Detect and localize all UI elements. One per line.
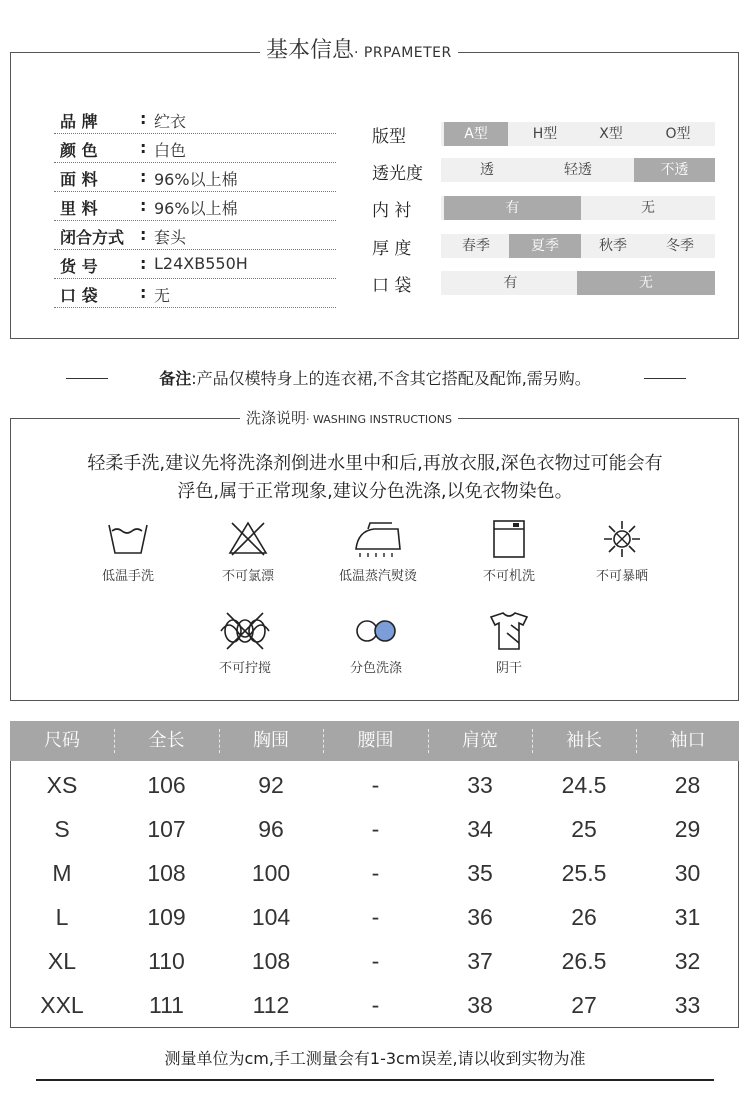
table-cell: 27: [571, 992, 597, 1018]
wash-item: [188, 519, 308, 584]
header-cell: 肩宽: [462, 730, 498, 751]
spec-key: 闭合方式: [60, 228, 125, 247]
wash-caption: 不可暴晒: [595, 569, 648, 584]
spec-key: 里 料: [60, 199, 98, 218]
wash-caption: 分色洗涤: [349, 661, 402, 676]
hand-wash-icon: [106, 519, 150, 559]
header-cell: 袖长: [566, 730, 602, 751]
spec-row: [54, 222, 336, 250]
spec-value: 96%以上棉: [154, 170, 238, 189]
table-cell: 33: [467, 772, 493, 798]
wash-item: [185, 611, 305, 676]
spec-row: [54, 135, 336, 163]
option-cell: 春季: [462, 238, 490, 254]
table-cell: 25.5: [561, 860, 607, 886]
table-cell: 30: [674, 860, 701, 886]
table-cell: 108: [251, 948, 291, 974]
table-cell: -: [371, 860, 380, 886]
measurement-note: 测量单位为cm,手工测量会有1-3cm误差,请以收到实物为准: [164, 1049, 586, 1068]
spec-sep: :: [140, 225, 147, 244]
spec-sep: :: [140, 138, 147, 157]
option-cell: 有: [444, 196, 581, 220]
spec-sep: :: [140, 167, 147, 186]
table-cell: 111: [149, 992, 184, 1018]
table-cell: -: [371, 992, 380, 1018]
wash-item: [449, 611, 569, 676]
spec-value: L24XB550H: [154, 254, 248, 273]
spec-row: [54, 280, 336, 308]
params-title: [260, 36, 458, 68]
no-sun-icon: [600, 519, 644, 559]
washing-subtitle: · WASHING INSTRUCTIONS: [306, 413, 452, 426]
table-cell: 96: [258, 816, 284, 842]
table-cell: M: [52, 860, 72, 886]
spec-row: [54, 106, 336, 134]
table-cell: 25: [571, 816, 597, 842]
table-cell: 108: [147, 860, 186, 886]
note-label: 备注: [159, 369, 192, 388]
table-cell: 92: [258, 772, 284, 798]
table-cell: 104: [251, 904, 291, 930]
option-cell: 透: [480, 162, 494, 178]
wash-caption: 不可拧搅: [218, 661, 271, 676]
spec-sep: :: [140, 196, 147, 215]
steam-iron-icon: [348, 519, 408, 559]
wash-separately-icon: [352, 611, 400, 651]
spec-key: 货 号: [60, 257, 98, 276]
spec-sep: :: [140, 254, 147, 273]
no-machine-wash-icon: [487, 519, 531, 559]
header-cell: 腰围: [357, 730, 394, 751]
option-label-pocket: 口 袋: [372, 276, 412, 296]
note-text: :产品仅模特身上的连衣裙,不含其它搭配及配饰,需另购。: [191, 369, 591, 388]
table-cell: 110: [148, 948, 185, 974]
option-cell: A型: [444, 122, 508, 146]
option-cell: 秋季: [599, 238, 627, 254]
option-cell: 有: [503, 275, 518, 291]
table-cell: 24.5: [561, 772, 607, 798]
spec-key: 口 袋: [60, 286, 98, 305]
table-cell: S: [54, 816, 70, 842]
wash-caption: 低温手洗: [101, 569, 154, 584]
option-row-fit: [441, 122, 715, 146]
option-label-thickness: 厚 度: [372, 239, 412, 259]
table-cell: 33: [674, 992, 701, 1018]
header-cell: 全长: [148, 730, 185, 751]
table-cell: 32: [674, 948, 701, 974]
option-cell: X型: [599, 126, 623, 142]
footer-divider: [36, 1079, 714, 1081]
option-cell: 轻透: [564, 162, 592, 178]
table-cell: 112: [252, 992, 290, 1018]
table-cell: 37: [467, 948, 493, 974]
spec-key: 颜 色: [60, 141, 98, 160]
table-cell: -: [371, 948, 380, 974]
table-cell: 26.5: [561, 948, 607, 974]
table-cell: L: [55, 904, 69, 930]
spec-value: 无: [154, 286, 171, 305]
table-cell: 34: [467, 816, 493, 842]
option-row-thickness: [441, 234, 715, 258]
wash-caption: 阴干: [495, 661, 522, 676]
table-cell: 100: [251, 860, 291, 886]
table-cell: 106: [147, 772, 186, 798]
spec-value: 96%以上棉: [154, 199, 238, 218]
table-cell: 35: [467, 860, 493, 886]
table-cell: XS: [46, 772, 78, 798]
wash-caption: 不可机洗: [482, 569, 535, 584]
wash-item: [562, 519, 682, 584]
table-cell: 109: [147, 904, 186, 930]
wash-caption: 不可氯漂: [221, 569, 274, 584]
option-label-lining: 内 衬: [372, 201, 412, 221]
table-cell: 31: [674, 904, 701, 930]
option-label-fit: 版型: [372, 127, 406, 147]
option-label-opacity: 透光度: [372, 164, 423, 184]
washing-text-line: 浮色,属于正常现象,建议分色洗涤,以免衣物染色。: [177, 481, 573, 502]
option-row-lining: [441, 196, 715, 220]
table-cell: -: [371, 772, 380, 798]
option-row-pocket: [441, 271, 715, 295]
header-cell: 袖口: [669, 730, 706, 751]
option-cell: 夏季: [509, 234, 581, 258]
spec-row: [54, 164, 336, 192]
table-cell: -: [371, 816, 380, 842]
wash-item: [68, 519, 188, 584]
spec-value: 白色: [154, 141, 187, 160]
no-wring-icon: [219, 611, 271, 651]
washing-title: [240, 408, 458, 430]
spec-sep: :: [140, 109, 147, 128]
washing-title-text: 洗涤说明: [246, 409, 307, 427]
params-title-text: 基本信息: [266, 38, 355, 63]
wash-item: [316, 611, 436, 676]
spec-value: 纻衣: [154, 112, 187, 131]
header-cell: 胸围: [253, 730, 289, 751]
table-cell: 107: [147, 816, 186, 842]
option-cell: 无: [641, 200, 655, 216]
spec-row: [54, 251, 336, 279]
wash-caption: 低温蒸汽熨烫: [338, 569, 417, 584]
option-cell: 无: [577, 271, 715, 295]
no-bleach-icon: [226, 519, 270, 559]
option-cell: 不透: [634, 158, 715, 182]
option-cell: 冬季: [666, 238, 694, 254]
washing-text-line: 轻柔手洗,建议先将洗涤剂倒进水里中和后,再放衣服,深色衣物过可能会有: [87, 453, 663, 474]
option-cell: O型: [665, 126, 691, 142]
spec-key: 面 料: [60, 170, 98, 189]
option-cell: H型: [532, 126, 558, 142]
spec-key: 品 牌: [60, 112, 98, 131]
table-cell: 28: [674, 772, 701, 798]
option-row-opacity: [441, 158, 715, 182]
spec-sep: :: [140, 283, 147, 302]
wash-item: [318, 519, 438, 584]
table-cell: 36: [467, 904, 493, 930]
spec-value: 套头: [154, 228, 187, 247]
washing-instructions: [20, 450, 730, 506]
wash-item: [449, 519, 569, 584]
shade-dry-icon: [487, 611, 531, 651]
divider: [644, 378, 686, 379]
table-cell: XXL: [40, 992, 84, 1018]
size-table-header: [10, 721, 739, 761]
table-cell: 29: [674, 816, 701, 842]
note: [0, 366, 750, 389]
table-cell: -: [371, 904, 380, 930]
spec-row: [54, 193, 336, 221]
params-subtitle: · PRPAMETER: [354, 45, 452, 61]
table-cell: XL: [47, 948, 77, 974]
header-cell: 尺码: [44, 730, 80, 751]
table-cell: 26: [571, 904, 597, 930]
table-cell: 38: [467, 992, 493, 1018]
